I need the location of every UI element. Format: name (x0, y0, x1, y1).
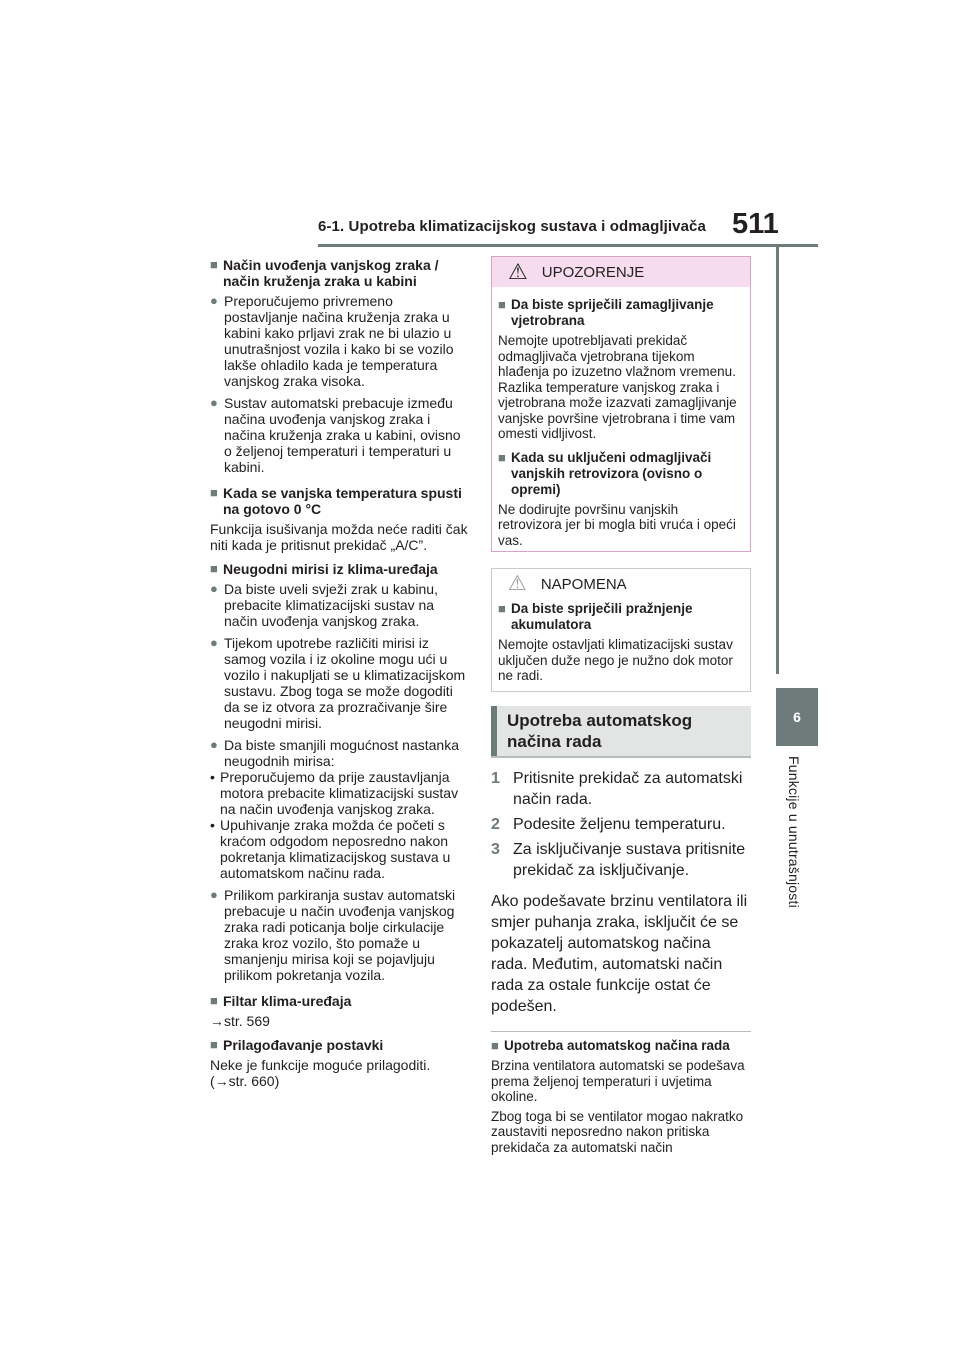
paragraph: Zbog toga bi se ventilator mogao nakratko zaustaviti neposredno nakon pritiska prekidača za automatski način (491, 1108, 744, 1155)
warning-header (492, 257, 750, 287)
page-reference-link[interactable]: →str. 569 (210, 1013, 270, 1029)
page-number: 511 (732, 208, 779, 240)
sub-list-item: • Upuhivanje zraka možda će početi s kraćom odgodom neposredno nakon pokretanja klimatizacijskog sustava u automatskom načinu rada. (210, 817, 451, 881)
warning-subheading: ■ Kada su uključeni odmagljivači vanjskih retrovizora (ovisno o opremi) (498, 449, 712, 497)
caution-triangle-icon: ⚠ (508, 572, 527, 595)
step-item: 3 Za isključivanje sustava pritisnite prekidač za isključivanje. (491, 841, 746, 879)
step-item: 1 Pritisnite prekidač za automatski način rada. (491, 770, 743, 808)
warning-text: Nemojte upotrebljavati prekidač odmagljivača vjetrobrana tijekom hlađenja po izuzetno vlažnom vremenu. Razlika temperature vanjskog zraka i vjetrobrana može izazvati zamagljivanje vanjske površine vjetrobrana i time vam omesti vidljivost. (498, 333, 737, 441)
section-title: Upotreba automatskog načina rada (491, 706, 751, 756)
square-bullet-icon: ■ (498, 297, 506, 312)
circle-bullet-icon: ● (210, 581, 218, 596)
note-title: NAPOMENA (540, 575, 627, 593)
chapter-label: Funkcije u unutrašnjosti (786, 756, 802, 908)
warning-triangle-icon: ⚠ (508, 259, 528, 284)
left-column (210, 257, 468, 1097)
note-box (491, 568, 751, 692)
section-heading: ■ Prilagođavanje postavki (210, 1037, 384, 1053)
paragraph: Brzina ventilatora automatski se podešava prema željenoj temperaturi i uvjetima okoline. (491, 1058, 745, 1104)
side-tab-line (776, 246, 818, 674)
square-bullet-icon: ■ (210, 257, 218, 272)
header-divider (318, 244, 818, 247)
square-bullet-icon: ■ (498, 601, 506, 616)
square-bullet-icon: ■ (210, 1037, 218, 1052)
right-column (491, 256, 751, 1159)
paragraph: Funkcija isušivanja možda neće raditi čak niti kada je pritisnut prekidač „A/C”. (210, 521, 468, 553)
circle-bullet-icon: ● (210, 395, 218, 410)
square-bullet-icon: ■ (210, 993, 218, 1008)
section-heading: ■ Filtar klima-uređaja (210, 993, 352, 1009)
sub-heading: ■ Upotreba automatskog načina rada (491, 1038, 730, 1053)
list-item: ● Sustav automatski prebacuje između načina uvođenja vanjskog zraka i načina kruženja zraka u kabini, ovisno o željenoj temperaturi i temperaturi u kabini. (210, 395, 461, 475)
circle-bullet-icon: ● (210, 737, 218, 752)
warning-title: UPOZORENJE (541, 263, 645, 281)
square-bullet-icon: ■ (498, 449, 506, 465)
list-item: ● Preporučujemo privremeno postavljanje načina kruženja zraka u kabini kako prljavi zrak ne bi ulazio u unutrašnjost vozila i kako bi se vozilo lakše ohladilo kada je temperatura vanjskog zraka visoka. (210, 293, 454, 389)
paragraph: Ako podešavate brzinu ventilatora ili smjer puhanja zraka, isključit će se pokazatelj automatskog načina rada. Međutim, automatski način rada za ostale funkcije ostat će podešen. (491, 893, 748, 1015)
note-text: Nemojte ostavljati klimatizacijski sustav uključen duže nego je nužno dok motor ne radi. (498, 637, 733, 683)
circle-bullet-icon: ● (210, 887, 218, 902)
square-bullet-icon: ■ (491, 1038, 499, 1053)
square-bullet-icon: ■ (210, 485, 218, 500)
circle-bullet-icon: ● (210, 635, 218, 650)
circle-bullet-icon: ● (210, 293, 218, 308)
list-item: ● Tijekom upotrebe različiti mirisi iz samog vozila i iz okoline mogu ući u vozilo i nakupljati se u klimatizacijskom sustavu. Zbog toga se može dogoditi da se iz otvora za prozračivanje šire neugodni mirisi. (210, 635, 466, 731)
section-heading: ■ Neugodni mirisi iz klima-uređaja (210, 561, 438, 577)
page-header-title: 6-1. Upotreba klimatizacijskog sustava i odmagljivača (318, 218, 706, 235)
chapter-number-tab[interactable]: 6 (776, 688, 818, 746)
paragraph: Neke je funkcije moguće prilagoditi. (→str. 660) (210, 1057, 431, 1089)
list-item: ● Da biste uveli svježi zrak u kabinu, prebacite klimatizacijski sustav na način uvođenja vanjskog zraka. (210, 581, 438, 629)
square-bullet-icon: ■ (210, 561, 218, 576)
warning-text: Ne dodirujte površinu vanjskih retrovizora jer bi mogla biti vruća i opeći vas. (498, 501, 736, 548)
section-heading: ■ Kada se vanjska temperatura spusti na gotovo 0 °C (210, 485, 462, 517)
divider (491, 1031, 751, 1032)
section-heading: ■ Način uvođenja vanjskog zraka / način kruženja zraka u kabini (210, 257, 439, 289)
section-divider (491, 756, 751, 758)
list-item: ● Da biste smanjili mogućnost nastanka neugodnih mirisa: (210, 737, 460, 769)
note-header (492, 569, 750, 599)
sub-list-item: • Preporučujemo da prije zaustavljanja motora prebacite klimatizacijski sustav na način uvođenja vanjskog zraka. (210, 769, 459, 817)
list-item: ● Prilikom parkiranja sustav automatski prebacuje u način uvođenja vanjskog zraka radi poticanja bolje cirkulacije zraka kroz vozilo, što pomaže u smanjenju mirisa koji se pojavljuju prilikom pokretanja vozila. (210, 887, 456, 983)
step-list (491, 768, 751, 881)
step-item: 2 Podesite željenu temperaturu. (491, 816, 726, 833)
note-subheading: ■ Da biste spriječili pražnjenje akumulatora (498, 601, 693, 632)
warning-subheading: ■ Da biste spriječili zamagljivanje vjetrobrana (498, 297, 714, 328)
warning-box (491, 256, 751, 552)
